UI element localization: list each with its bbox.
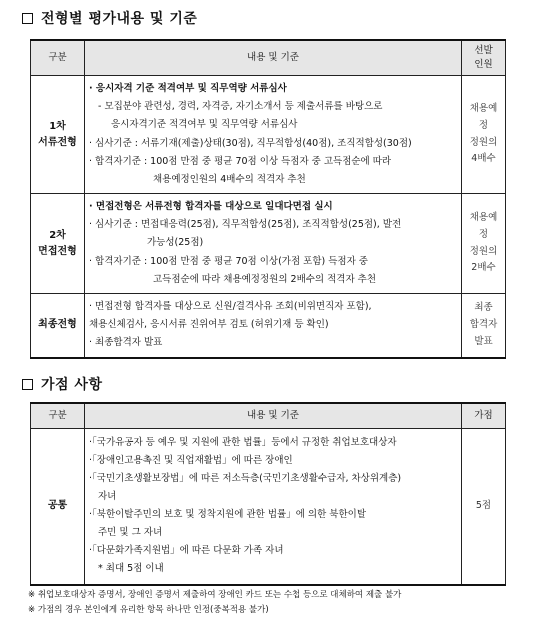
content-cell bbox=[85, 294, 462, 358]
content-cell bbox=[85, 194, 462, 294]
header-content: 내용 및 기준 bbox=[85, 403, 462, 429]
table-header-row bbox=[31, 40, 506, 76]
header-selection bbox=[462, 40, 506, 76]
content-line: 채용신체검사, 응시서류 진위여부 검토 (허위기재 등 확인) bbox=[89, 319, 329, 331]
selection-line: 채용예정 bbox=[469, 212, 498, 240]
section2-title bbox=[22, 374, 102, 394]
selection-cell bbox=[462, 194, 506, 294]
footnote: ※ 가점의 경우 본인에게 유리한 항목 하나만 인정(중복적용 불가) bbox=[28, 605, 269, 616]
content-line: · 심사기준 : 서류기재(제출)상태(30점), 직무적합성(40점), 조직적합성(30점) bbox=[89, 137, 412, 149]
content-line: 가능성(25점) bbox=[147, 237, 204, 249]
content-line: 응시자격기준 적격여부 및 직무역량 서류심사 bbox=[111, 119, 298, 131]
content-line: 주민 및 그 자녀 bbox=[98, 527, 163, 539]
header-category: 구분 bbox=[31, 40, 85, 76]
footnotes bbox=[28, 588, 401, 619]
content-line: · 합격자기준 : 100점 만점 중 평균 70점 이상(가점 포함) 득점자 중 bbox=[89, 255, 368, 267]
header-selection-text: 선발 인원 bbox=[474, 44, 493, 70]
section1-title-text: 전형별 평가내용 및 기준 bbox=[41, 11, 198, 27]
checkbox-square-icon bbox=[22, 379, 33, 390]
category-line: 서류전형 bbox=[38, 136, 77, 148]
selection-cell bbox=[462, 76, 506, 194]
content-cell bbox=[85, 76, 462, 194]
category-cell bbox=[31, 294, 85, 358]
category-line: 면접전형 bbox=[38, 245, 77, 257]
selection-line: 채용예정 bbox=[469, 103, 498, 131]
content-line: - 모집분야 관련성, 경력, 자격증, 자기소개서 등 제출서류를 바탕으로 bbox=[98, 101, 383, 113]
content-line: 채용예정인원의 4배수의 적격자 추천 bbox=[153, 173, 306, 185]
checkbox-square-icon bbox=[22, 13, 33, 24]
content-line: ·「국민기초생활보장법」에 따른 저소득층(국민기초생활수급자, 차상위계층) bbox=[89, 473, 402, 485]
header-points: 가점 bbox=[462, 403, 506, 429]
table-header-row bbox=[31, 403, 506, 429]
selection-line: 정원의 bbox=[469, 245, 498, 257]
category-line: 최종전형 bbox=[38, 319, 77, 331]
content-line: · 응시자격 기준 적격여부 및 직무역량 서류심사 bbox=[89, 83, 287, 95]
table-row-common bbox=[31, 429, 506, 585]
category-cell bbox=[31, 76, 85, 194]
selection-line: 합격자 bbox=[469, 318, 498, 330]
section1-title bbox=[22, 8, 197, 28]
content-line: 고득점순에 따라 채용예정정원의 2배수의 적격자 추천 bbox=[153, 273, 377, 285]
section2-title-text: 가점 사항 bbox=[41, 377, 103, 393]
content-cell bbox=[85, 429, 462, 585]
selection-line: 최종 bbox=[474, 302, 493, 314]
content-line: ·「국가유공자 등 예우 및 지원에 관한 법률」등에서 규정한 취업보호대상자 bbox=[89, 437, 397, 449]
content-line: ·「다문화가족지원법」에 따른 다문화 가족 자녀 bbox=[89, 545, 284, 557]
content-line: ·「장애인고용촉진 및 직업재활법」에 따른 장애인 bbox=[89, 455, 293, 467]
header-category: 구분 bbox=[31, 403, 85, 429]
category-cell: 공통 bbox=[31, 429, 85, 585]
category-line: 2차 bbox=[49, 229, 66, 241]
content-line: 자녀 bbox=[98, 491, 117, 503]
selection-line: 4배수 bbox=[471, 153, 496, 165]
header-content: 내용 및 기준 bbox=[85, 40, 462, 76]
table-row-final bbox=[31, 294, 506, 358]
category-cell bbox=[31, 194, 85, 294]
evaluation-criteria-table bbox=[30, 39, 506, 359]
content-line: · 면접전형은 서류전형 합격자를 대상으로 일대다면접 실시 bbox=[89, 201, 333, 213]
table-row-stage2 bbox=[31, 194, 506, 294]
content-line: · 심사기준 : 면접대응력(25점), 직무적합성(25점), 조직적합성(25점), 발전 bbox=[89, 219, 402, 231]
category-line: 1차 bbox=[49, 120, 66, 132]
content-line: ·「북한이탈주민의 보호 및 정착지원에 관한 법률」에 의한 북한이탈 bbox=[89, 509, 367, 521]
table-row-stage1 bbox=[31, 76, 506, 194]
selection-line: 정원의 bbox=[469, 136, 498, 148]
content-line: · 최종합격자 발표 bbox=[89, 337, 163, 349]
content-line: · 합격자기준 : 100점 만점 중 평균 70점 이상 득점자 중 고득점순에 따라 bbox=[89, 155, 392, 167]
footnote: ※ 취업보호대상자 증명서, 장애인 증명서 제출하여 장애인 카드 또는 수첩 등으로 대체하여 제출 불가 bbox=[28, 590, 402, 600]
selection-line: 발표 bbox=[474, 335, 493, 347]
points-cell: 5점 bbox=[462, 429, 506, 585]
content-line: * 최대 5점 이내 bbox=[98, 563, 164, 575]
bonus-points-table bbox=[30, 402, 506, 586]
content-line: · 면접전형 합격자를 대상으로 신원/결격사유 조회(비위면직자 포함), bbox=[89, 301, 372, 313]
selection-line: 2배수 bbox=[471, 262, 496, 274]
selection-cell bbox=[462, 294, 506, 358]
